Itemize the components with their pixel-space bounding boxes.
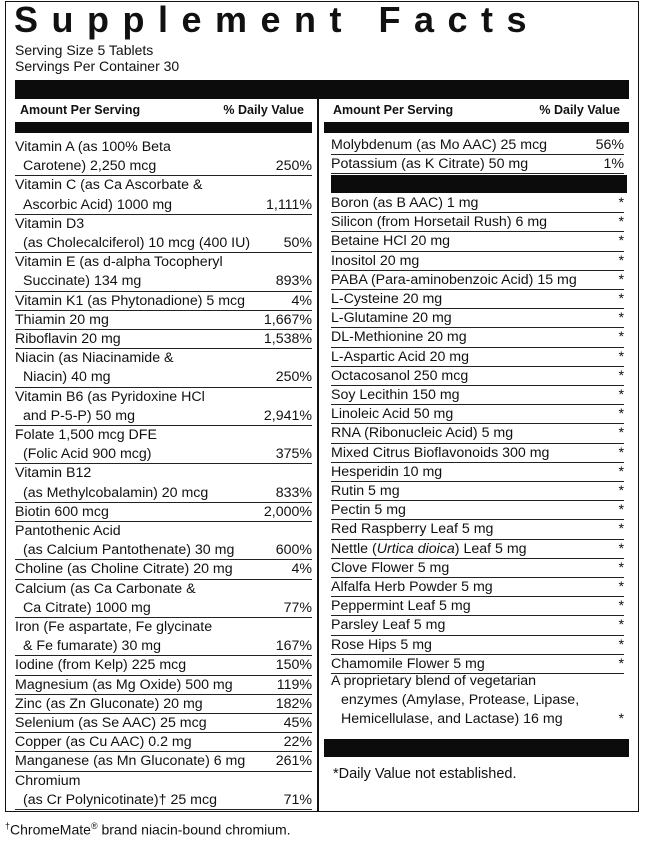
nutrient-name: Vitamin D3 (15, 215, 85, 232)
daily-value: 4% (291, 292, 312, 309)
daily-value: 893% (275, 273, 312, 290)
daily-value: * (618, 214, 624, 231)
nutrient-name: Vitamin C (as Ca Ascorbate & (15, 177, 203, 194)
nutrient-name: DL-Methionine 20 mg (331, 329, 467, 346)
daily-value: 45% (283, 715, 312, 731)
blend-line-1: A proprietary blend of vegetarian (331, 673, 537, 689)
nutrient-name: Vitamin E (as d-alpha Tocopheryl (15, 254, 223, 271)
nutrient-name: Vitamin B6 (as Pyridoxine HCl (15, 388, 205, 405)
nutrient-name: Calcium (as Ca Carbonate & (15, 580, 196, 597)
nutrient-name: Chamomile Flower 5 mg (331, 655, 485, 672)
nutrient-row (331, 232, 624, 251)
nutrient-name: Betaine HCl 20 mg (331, 233, 451, 250)
nutrient-row (331, 271, 624, 290)
nutrient-name: Magnesium (as Mg Oxide) 500 mg (15, 676, 233, 693)
nutrient-row (331, 578, 624, 597)
nutrient-row (15, 522, 312, 560)
nutrient-name: Folate 1,500 mcg DFE (15, 427, 157, 443)
daily-value: 1,111% (265, 196, 312, 213)
nutrient-name: Vitamin A (as 100% Beta (15, 139, 171, 155)
nutrient-name: L-Glutamine 20 mg (331, 310, 452, 327)
nutrient-row (331, 559, 624, 578)
nutrient-row (15, 560, 312, 579)
right-dv-header: % Daily Value (539, 103, 620, 117)
daily-value: * (618, 598, 624, 615)
nutrient-row (15, 656, 312, 675)
nutrient-row (331, 155, 624, 174)
daily-value: * (618, 310, 624, 327)
daily-value: 1,667% (263, 311, 312, 328)
nutrient-name: Boron (as B AAC) 1 mg (331, 195, 479, 211)
nutrient-row (331, 444, 624, 463)
daily-value: 2,000% (263, 503, 312, 520)
nutrient-name-cont: (as Calcium Pantothenate) 30 mg (23, 542, 235, 559)
daily-value: 250% (275, 369, 312, 386)
nutrient-row (15, 772, 312, 810)
nutrient-row (331, 616, 624, 635)
nutrient-row (15, 752, 312, 771)
daily-value: * (618, 387, 624, 403)
daily-value: 22% (283, 734, 312, 751)
nutrient-row (15, 138, 312, 176)
daily-value: * (618, 579, 624, 595)
nutrient-name: Mixed Citrus Bioflavonoids 300 mg (331, 444, 550, 461)
daily-value: * (618, 483, 624, 499)
nutrient-row (15, 695, 312, 714)
nutrient-name: Soy Lecithin 150 mg (331, 387, 460, 403)
nutrient-row (331, 520, 624, 539)
nutrient-name: Potassium (as K Citrate) 50 mg (331, 156, 529, 173)
nutrient-row (15, 714, 312, 733)
daily-value: * (618, 329, 624, 346)
nutrient-row (15, 330, 312, 349)
blend-line-2: enzymes (Amylase, Protease, Lipase, (341, 692, 580, 709)
nutrient-name-cont: (Folic Acid 900 mcg) (23, 446, 152, 463)
daily-value: * (618, 425, 624, 442)
right-amount-header: Amount Per Serving (333, 103, 454, 117)
daily-value: 167% (275, 638, 312, 655)
daily-value: 600% (275, 542, 312, 559)
nutrient-row (15, 292, 312, 311)
nutrient-row (15, 464, 312, 502)
serving-size: Serving Size 5 Tablets (15, 42, 154, 58)
nutrient-name: L-Aspartic Acid 20 mg (331, 348, 469, 365)
nutrient-name: Zinc (as Zn Gluconate) 20 mg (15, 695, 203, 712)
column-divider (317, 99, 319, 811)
nutrient-name: Vitamin B12 (15, 465, 92, 482)
nutrient-name: Rutin 5 mg (331, 483, 400, 499)
nutrient-name-cont: Niacin) 40 mg (23, 369, 111, 386)
panel-title: Supplement Facts (14, 0, 541, 40)
footer-thick-bar (324, 739, 629, 757)
nutrient-name-cont: (as Cr Polynicotinate)† 25 mcg (23, 791, 217, 808)
daily-value: * (618, 195, 624, 211)
nutrient-name-cont: (as Methylcobalamin) 20 mcg (23, 484, 209, 501)
nutrient-name-cont: Ca Citrate) 1000 mg (23, 599, 151, 616)
nutrient-name: Biotin 600 mcg (15, 503, 109, 520)
nutrient-row (331, 405, 624, 424)
nutrient-name: Pantothenic Acid (15, 523, 121, 539)
nutrient-row (15, 388, 312, 426)
daily-value: * (618, 463, 624, 480)
nutrient-name: Parsley Leaf 5 mg (331, 617, 446, 634)
daily-value: * (618, 271, 624, 288)
nutrient-row (331, 213, 624, 232)
daily-value: 375% (275, 446, 312, 463)
nutrient-row (331, 501, 624, 520)
footnote-text: brand niacin-bound chromium. (97, 821, 291, 838)
blend-dv: * (618, 711, 624, 728)
nutrient-name: Nettle (Urtica dioica) Leaf 5 mg (331, 540, 527, 557)
daily-value: 71% (283, 791, 312, 808)
left-amount-header: Amount Per Serving (20, 103, 141, 117)
nutrient-row (15, 580, 312, 618)
nutrient-name-cont: Succinate) 134 mg (23, 273, 142, 290)
nutrient-name: L-Cysteine 20 mg (331, 291, 443, 307)
right-section-bar (331, 175, 627, 193)
nutrient-row (15, 311, 312, 330)
nutrient-row (15, 733, 312, 752)
nutrient-name: Riboflavin 20 mg (15, 331, 121, 347)
nutrient-name: Rose Hips 5 mg (331, 636, 432, 653)
nutrient-name: Linoleic Acid 50 mg (331, 406, 454, 423)
daily-value: * (618, 252, 624, 269)
daily-value: * (618, 348, 624, 365)
daily-value: * (618, 617, 624, 634)
nutrient-row (15, 618, 312, 656)
nutrient-name: Silicon (from Horsetail Rush) 6 mg (331, 214, 548, 231)
nutrient-name: Iodine (from Kelp) 225 mcg (15, 657, 187, 674)
daily-value: 56% (595, 137, 624, 153)
daily-value: * (618, 233, 624, 250)
left-dv-header: % Daily Value (223, 103, 304, 117)
nutrient-row (331, 597, 624, 616)
nutrient-name: Iron (Fe aspartate, Fe glycinate (15, 619, 213, 635)
nutrient-name: Inositol 20 mg (331, 252, 420, 269)
nutrient-row (331, 309, 624, 328)
daily-value: 833% (275, 484, 312, 501)
daily-value: 250% (275, 158, 312, 175)
nutrient-row (15, 676, 312, 695)
daily-value: 50% (283, 234, 312, 251)
daily-value: 1% (603, 156, 624, 173)
daily-value: * (618, 406, 624, 423)
nutrient-name: Copper (as Cu AAC) 0.2 mg (15, 734, 192, 751)
nutrient-row (331, 386, 624, 405)
nutrient-row (331, 424, 624, 443)
daily-value: 1,538% (263, 331, 312, 347)
nutrient-row (331, 348, 624, 367)
nutrient-name: Vitamin K1 (as Phytonadione) 5 mcg (15, 292, 246, 309)
nutrient-name-cont: Ascorbic Acid) 1000 mg (23, 196, 173, 213)
nutrient-row (15, 426, 312, 464)
nutrient-name: Niacin (as Niacinamide & (15, 350, 174, 367)
daily-value: 150% (275, 657, 312, 674)
servings-per-container: Servings Per Container 30 (15, 58, 180, 74)
nutrient-row (331, 252, 624, 271)
chromium-footnote (5, 821, 291, 838)
nutrient-row (331, 482, 624, 501)
nutrient-name: Molybdenum (as Mo AAC) 25 mcg (331, 137, 548, 153)
nutrient-row (15, 349, 312, 387)
daily-value: 119% (276, 676, 312, 693)
daily-value: 2,941% (263, 407, 312, 424)
nutrient-name: Octacosanol 250 mcg (331, 367, 469, 384)
nutrient-name: Chromium (15, 772, 81, 789)
daily-value: * (618, 502, 624, 519)
brand-name: ChromeMate (10, 821, 91, 838)
right-header-rule (324, 122, 629, 133)
nutrient-row (331, 328, 624, 347)
nutrient-row (15, 215, 312, 253)
nutrient-name-cont: & Fe fumarate) 30 mg (23, 638, 161, 655)
nutrient-name-cont: and P-5-P) 50 mg (23, 407, 135, 424)
daily-value: 182% (275, 695, 312, 712)
nutrient-row (331, 540, 624, 559)
daily-value: * (618, 559, 624, 576)
daily-value: 261% (275, 753, 312, 770)
daily-value: * (618, 521, 624, 538)
nutrient-row (331, 463, 624, 482)
daily-value: * (618, 444, 624, 461)
left-column-header (20, 101, 310, 119)
nutrient-name: PABA (Para-aminobenzoic Acid) 15 mg (331, 271, 577, 288)
nutrient-row (331, 636, 624, 655)
nutrient-name: Peppermint Leaf 5 mg (331, 598, 471, 615)
daily-value: 4% (291, 561, 312, 578)
nutrient-row (331, 290, 624, 309)
header-thick-bar (15, 80, 629, 99)
nutrient-name: Pectin 5 mg (331, 502, 406, 519)
left-header-rule (15, 122, 312, 133)
nutrient-name: Hesperidin 10 mg (331, 463, 443, 480)
nutrient-name: Alfalfa Herb Powder 5 mg (331, 579, 493, 595)
nutrient-row (15, 253, 312, 291)
nutrient-name: Selenium (as Se AAC) 25 mcg (15, 715, 207, 731)
daily-value: * (618, 291, 624, 307)
nutrient-name: Thiamin 20 mg (15, 311, 109, 328)
nutrient-name: Manganese (as Mn Gluconate) 6 mg (15, 753, 246, 770)
nutrient-row (15, 503, 312, 522)
nutrient-name-cont: (as Cholecalciferol) 10 mcg (400 IU) (23, 234, 251, 251)
dagger-mark: † (5, 821, 11, 831)
nutrient-row (331, 136, 624, 155)
nutrient-name: Clove Flower 5 mg (331, 559, 450, 576)
nutrient-row (331, 194, 624, 213)
daily-value: * (618, 540, 624, 557)
registered-mark: ® (90, 821, 98, 831)
daily-value-note: *Daily Value not established. (333, 766, 517, 782)
nutrient-name-cont: Carotene) 2,250 mcg (23, 158, 157, 175)
daily-value: 77% (283, 599, 312, 616)
nutrient-row (331, 367, 624, 386)
right-column-header (333, 101, 620, 119)
daily-value: * (618, 636, 624, 653)
nutrient-row (15, 176, 312, 214)
daily-value: * (618, 367, 624, 384)
nutrient-name: RNA (Ribonucleic Acid) 5 mg (331, 425, 514, 442)
nutrient-name: Choline (as Choline Citrate) 20 mg (15, 561, 233, 578)
nutrient-name: Red Raspberry Leaf 5 mg (331, 521, 494, 538)
daily-value: * (618, 655, 624, 672)
blend-line-3: Hemicellulase, and Lactase) 16 mg (341, 711, 563, 728)
